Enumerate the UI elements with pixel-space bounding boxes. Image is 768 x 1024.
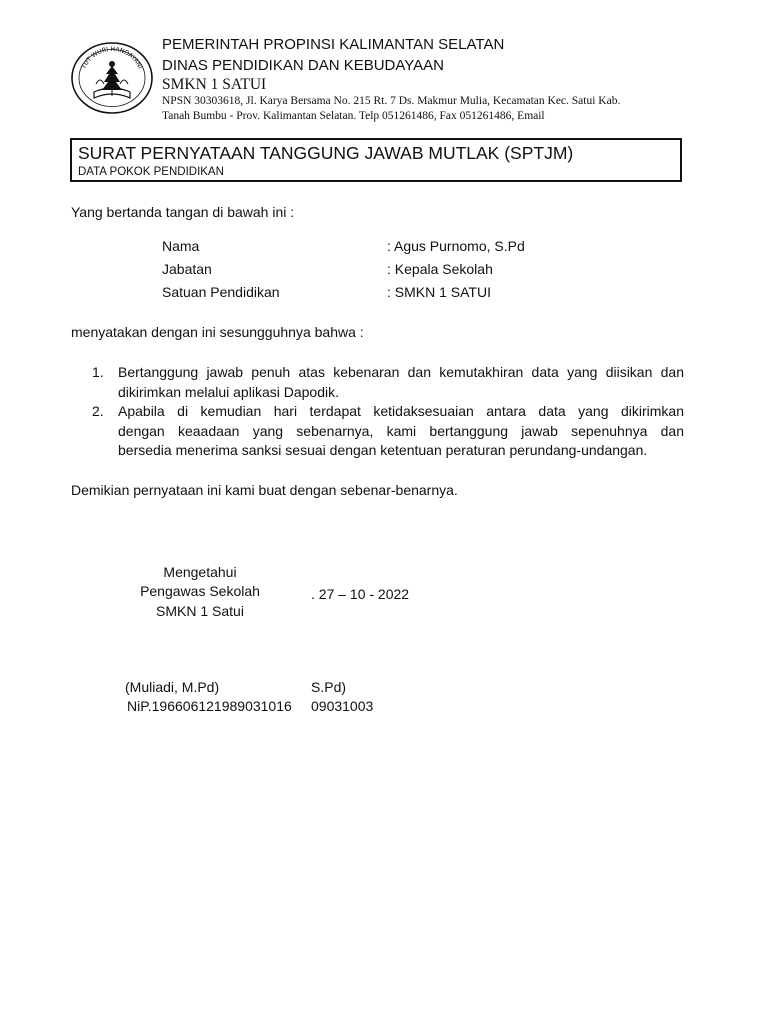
signature-heading-3: SMKN 1 Satui — [156, 603, 244, 619]
identity-label-unit: Satuan Pendidikan — [162, 284, 280, 300]
header-department: DINAS PENDIDIKAN DAN KEBUDAYAAN — [162, 57, 445, 74]
point-2-line-1: Apabila di kemudian hari terdapat ketidaksesuaian antara data yang dikirimkan — [118, 403, 684, 419]
document-title: SURAT PERNYATAAN TANGGUNG JAWAB MUTLAK (SPTJM) — [78, 143, 574, 163]
principal-name-fragment: S.Pd) — [311, 679, 347, 695]
document-subtitle: DATA POKOK PENDIDIKAN — [78, 166, 224, 178]
header-school-name: SMKN 1 SATUI — [162, 76, 267, 93]
identity-value-unit: : SMKN 1 SATUI — [387, 284, 491, 300]
signature-heading-1: Mengetahui — [163, 564, 237, 580]
principal-nip-fragment: 09031003 — [311, 698, 374, 714]
logo-motto: TUT WURI HANDAYANI — [80, 45, 144, 71]
identity-value-position: : Kepala Sekolah — [387, 261, 493, 277]
identity-value-name: : Agus Purnomo, S.Pd — [387, 238, 525, 254]
identity-label-name: Nama — [162, 238, 200, 254]
signature-date: . 27 – 10 - 2022 — [311, 586, 410, 602]
point-1-line-2: dikirimkan melalui aplikasi Dapodik. — [118, 384, 339, 400]
statement-intro: menyatakan dengan ini sesungguhnya bahwa : — [71, 324, 364, 340]
header-address-line2: Tanah Bumbu - Prov. Kalimantan Selatan. Telp 051261486, Fax 051261486, Email — [162, 110, 545, 122]
point-2-line-2: dengan keaadaan yang sebenarnya, kami bertanggung jawab sepenuhnya dan — [118, 423, 684, 439]
supervisor-name: (Muliadi, M.Pd) — [125, 679, 220, 695]
supervisor-nip: NiP.196606121989031016 — [127, 698, 292, 714]
point-1-number: 1. — [92, 364, 104, 380]
point-2-line-3: bersedia menerima sanksi sesuai dengan ketentuan peraturan perundang-undangan. — [118, 442, 648, 458]
intro-text: Yang bertanda tangan di bawah ini : — [71, 204, 295, 220]
title-box — [70, 138, 682, 182]
header-government: PEMERINTAH PROPINSI KALIMANTAN SELATAN — [162, 36, 505, 53]
signature-heading-2: Pengawas Sekolah — [140, 583, 260, 599]
point-2-number: 2. — [92, 403, 104, 419]
identity-label-position: Jabatan — [162, 261, 212, 277]
tut-wuri-handayani-logo — [70, 40, 154, 116]
header-address-line1: NPSN 30303618, Jl. Karya Bersama No. 215 Rt. 7 Ds. Makmur Mulia, Kecamatan Kec. Satui Kab. — [162, 95, 621, 107]
point-1-line-1: Bertanggung jawab penuh atas kebenaran dan kemutakhiran data yang diisikan dan — [118, 364, 684, 380]
closing-text: Demikian pernyataan ini kami buat dengan sebenar-benarnya. — [71, 482, 458, 498]
